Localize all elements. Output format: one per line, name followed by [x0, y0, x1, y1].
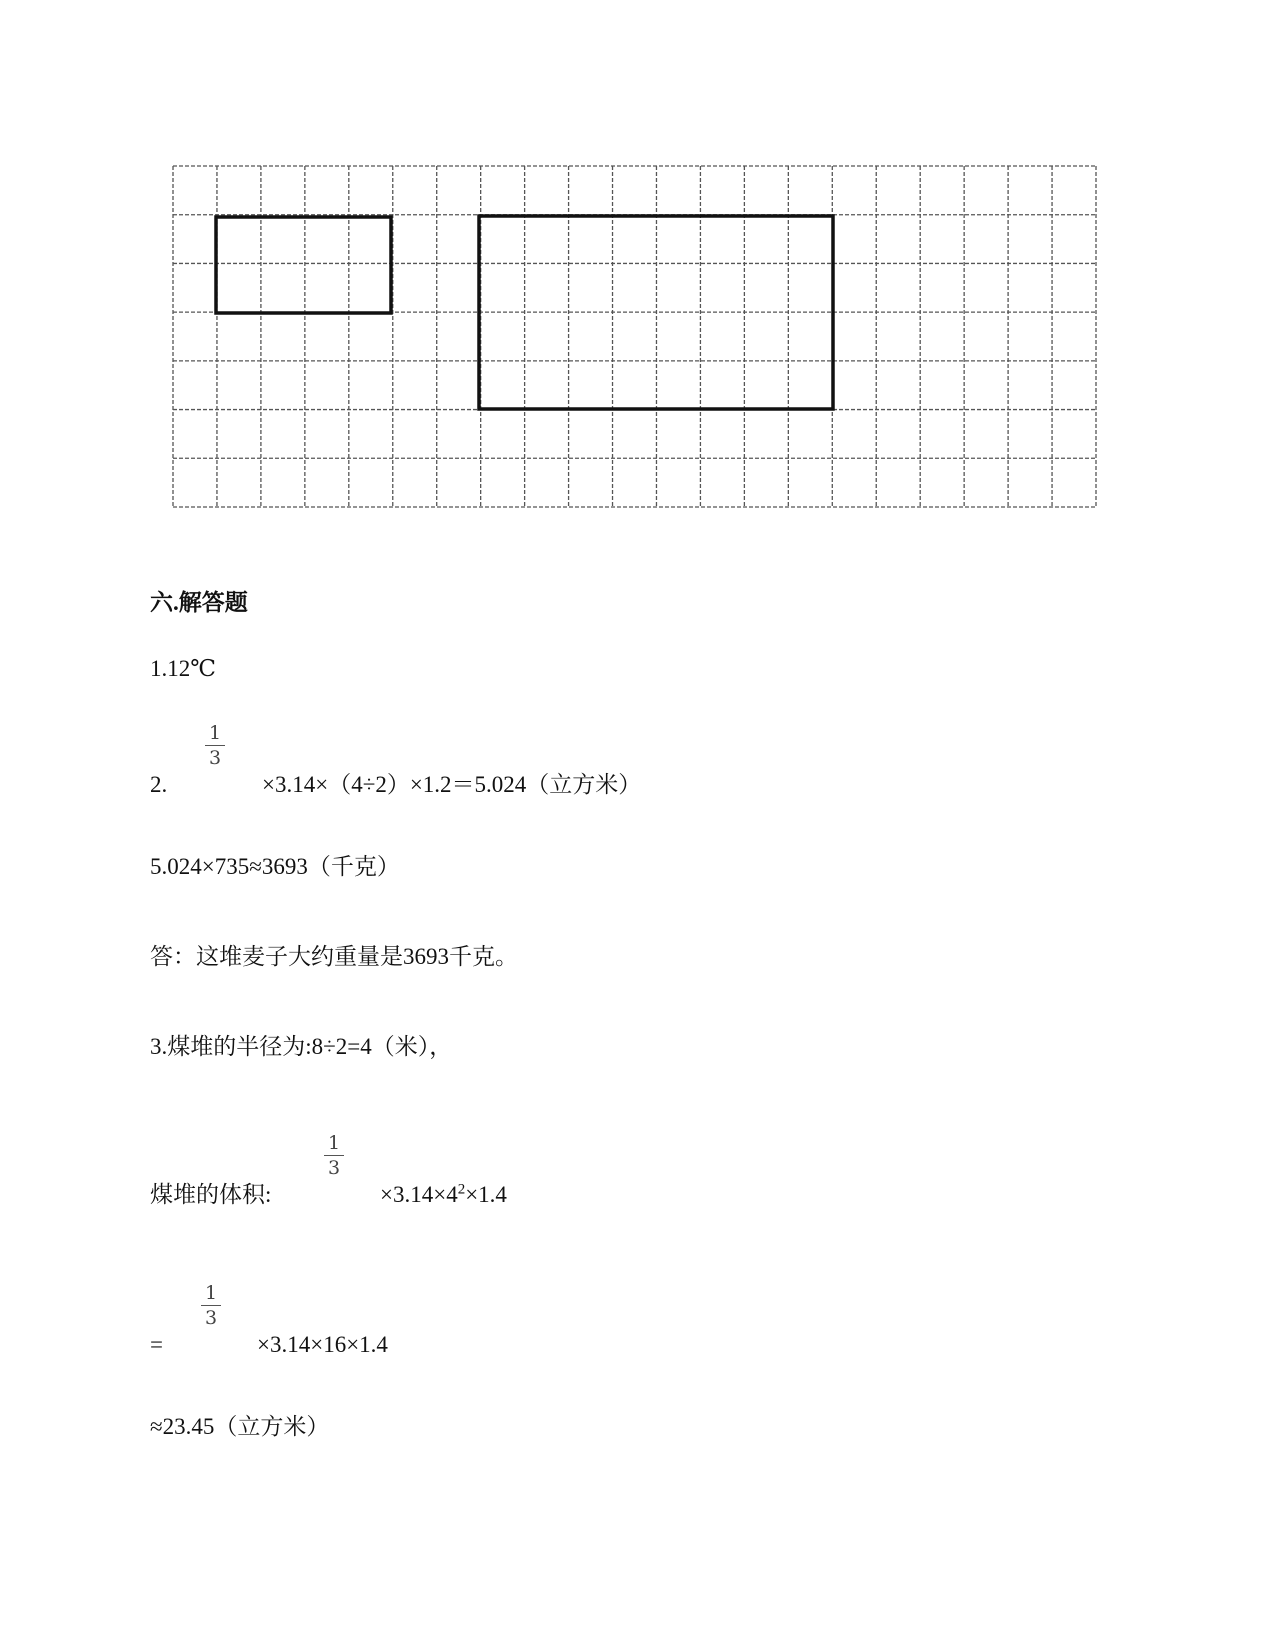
volume-expr-part-b: ×1.4	[465, 1182, 507, 1207]
answer-3-volume-expression	[380, 1180, 507, 1210]
fraction-bar	[324, 1155, 344, 1156]
small-rectangle	[216, 217, 391, 313]
volume-expr-exponent: 2	[457, 1181, 466, 1198]
fraction-denominator: 3	[208, 747, 222, 769]
answer-2-conclusion: 答：这堆麦子大约重量是3693千克。	[150, 944, 518, 969]
fraction-one-third	[203, 722, 227, 769]
grid-figure	[172, 165, 1097, 508]
answer-2-weight: 5.024×735≈3693（千克）	[150, 854, 400, 879]
answer-1: 1.12℃	[150, 656, 216, 681]
fraction-denominator: 3	[327, 1157, 341, 1179]
fraction-numerator: 1	[327, 1132, 341, 1154]
fraction-denominator: 3	[204, 1307, 218, 1329]
fraction-numerator: 1	[208, 722, 222, 744]
answer-2-label: 2.	[150, 772, 168, 797]
fraction-bar	[205, 745, 225, 746]
answer-3-result: ≈23.45（立方米）	[150, 1414, 330, 1439]
answer-2-expression: ×3.14×（4÷2）×1.2＝5.024（立方米）	[262, 772, 642, 797]
fraction-bar	[201, 1305, 221, 1306]
answer-3-step-prefix: =	[150, 1332, 163, 1357]
answer-3-radius: 3.煤堆的半径为:8÷2=4（米），	[150, 1034, 453, 1059]
fraction-one-third	[199, 1282, 223, 1329]
section-title: 六.解答题	[150, 590, 248, 615]
fraction-one-third	[322, 1132, 346, 1179]
volume-expr-part-a: ×3.14×4	[380, 1182, 458, 1207]
answer-3-volume-label: 煤堆的体积:	[150, 1182, 272, 1207]
fraction-numerator: 1	[204, 1282, 218, 1304]
answer-3-step-expression: ×3.14×16×1.4	[257, 1332, 388, 1357]
